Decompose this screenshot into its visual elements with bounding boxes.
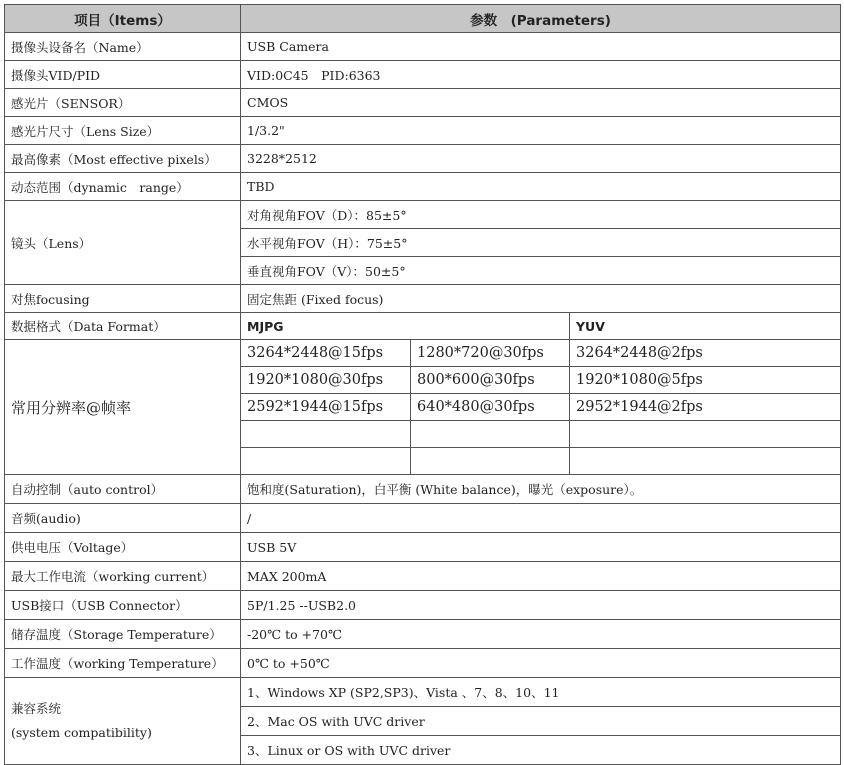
table-row: [5, 145, 841, 173]
table-row: [5, 33, 841, 61]
table-row: [5, 313, 841, 340]
table-row: [5, 285, 841, 313]
table-row: [5, 678, 841, 707]
spec-table: [4, 4, 841, 765]
row-value: 垂直视角FOV（V）：50±5°: [241, 257, 841, 285]
row-label: USB接口（USB Connector）: [5, 591, 241, 620]
row-value: TBD: [241, 173, 841, 201]
table-row: [5, 340, 841, 367]
header-row: [5, 5, 841, 33]
resolution-cell: [241, 421, 411, 448]
table-row: [5, 61, 841, 89]
row-value: VID:0C45 PID:6363: [241, 61, 841, 89]
row-label: 对焦focusing: [5, 285, 241, 313]
row-label: 摄像头VID/PID: [5, 61, 241, 89]
row-value: /: [241, 504, 841, 533]
row-value: 2、Mac OS with UVC driver: [241, 707, 841, 736]
table-row: [5, 620, 841, 649]
row-label: 自动控制（auto control）: [5, 475, 241, 504]
resolution-cell: 3264*2448@2fps: [570, 340, 841, 367]
resolution-cell: 2592*1944@15fps: [241, 394, 411, 421]
row-label: 最高像素（Most effective pixels）: [5, 145, 241, 173]
row-label: 感光片尺寸（Lens Size）: [5, 117, 241, 145]
row-label: 最大工作电流（working current）: [5, 562, 241, 591]
table-row: [5, 89, 841, 117]
row-label: 数据格式（Data Format）: [5, 313, 241, 340]
row-value: CMOS: [241, 89, 841, 117]
compat-label-line1: 兼容系统: [11, 701, 62, 716]
row-label: 音频(audio): [5, 504, 241, 533]
row-value: 5P/1.25 --USB2.0: [241, 591, 841, 620]
resolution-cell: [570, 448, 841, 475]
table-row: [5, 562, 841, 591]
table-row: [5, 533, 841, 562]
row-value: 0℃ to +50℃: [241, 649, 841, 678]
table-row: [5, 649, 841, 678]
resolution-cell: 1920*1080@30fps: [241, 367, 411, 394]
row-label: 镜头（Lens）: [5, 201, 241, 285]
row-value: 1/3.2": [241, 117, 841, 145]
table-row: [5, 117, 841, 145]
row-label: 常用分辨率@帧率: [5, 340, 241, 475]
row-value: 3228*2512: [241, 145, 841, 173]
row-value: -20℃ to +70℃: [241, 620, 841, 649]
resolution-cell: [241, 448, 411, 475]
resolution-cell: 640*480@30fps: [411, 394, 570, 421]
resolution-cell: 3264*2448@15fps: [241, 340, 411, 367]
table-row: [5, 173, 841, 201]
row-label: 储存温度（Storage Temperature）: [5, 620, 241, 649]
row-label: [5, 678, 241, 765]
row-value: 对角视角FOV（D）：85±5°: [241, 201, 841, 229]
row-value: USB 5V: [241, 533, 841, 562]
resolution-cell: [411, 448, 570, 475]
format-yuv: YUV: [570, 313, 841, 340]
resolution-cell: 1280*720@30fps: [411, 340, 570, 367]
row-value: 饱和度(Saturation)，白平衡 (White balance)，曝光（exposure）。: [241, 475, 841, 504]
row-value: 1、Windows XP (SP2,SP3)、Vista 、7、8、10、11: [241, 678, 841, 707]
row-label: 动态范围（dynamic range）: [5, 173, 241, 201]
table-row: [5, 591, 841, 620]
resolution-cell: [411, 421, 570, 448]
row-value: USB Camera: [241, 33, 841, 61]
row-value: MAX 200mA: [241, 562, 841, 591]
compat-label-line2: (system compatibility): [11, 725, 152, 740]
row-label: 摄像头设备名（Name）: [5, 33, 241, 61]
header-parameters: 参数 (Parameters): [241, 5, 841, 33]
resolution-cell: 800*600@30fps: [411, 367, 570, 394]
row-label: 供电电压（Voltage）: [5, 533, 241, 562]
format-mjpg: MJPG: [241, 313, 570, 340]
row-value: 3、Linux or OS with UVC driver: [241, 736, 841, 765]
header-items: 项目（Items）: [5, 5, 241, 33]
table-row: [5, 201, 841, 229]
table-row: [5, 504, 841, 533]
resolution-cell: 2952*1944@2fps: [570, 394, 841, 421]
row-label: 工作温度（working Temperature）: [5, 649, 241, 678]
resolution-cell: 1920*1080@5fps: [570, 367, 841, 394]
row-value: 固定焦距 (Fixed focus): [241, 285, 841, 313]
table-row: [5, 475, 841, 504]
row-value: 水平视角FOV（H）：75±5°: [241, 229, 841, 257]
row-label: 感光片（SENSOR）: [5, 89, 241, 117]
resolution-cell: [570, 421, 841, 448]
